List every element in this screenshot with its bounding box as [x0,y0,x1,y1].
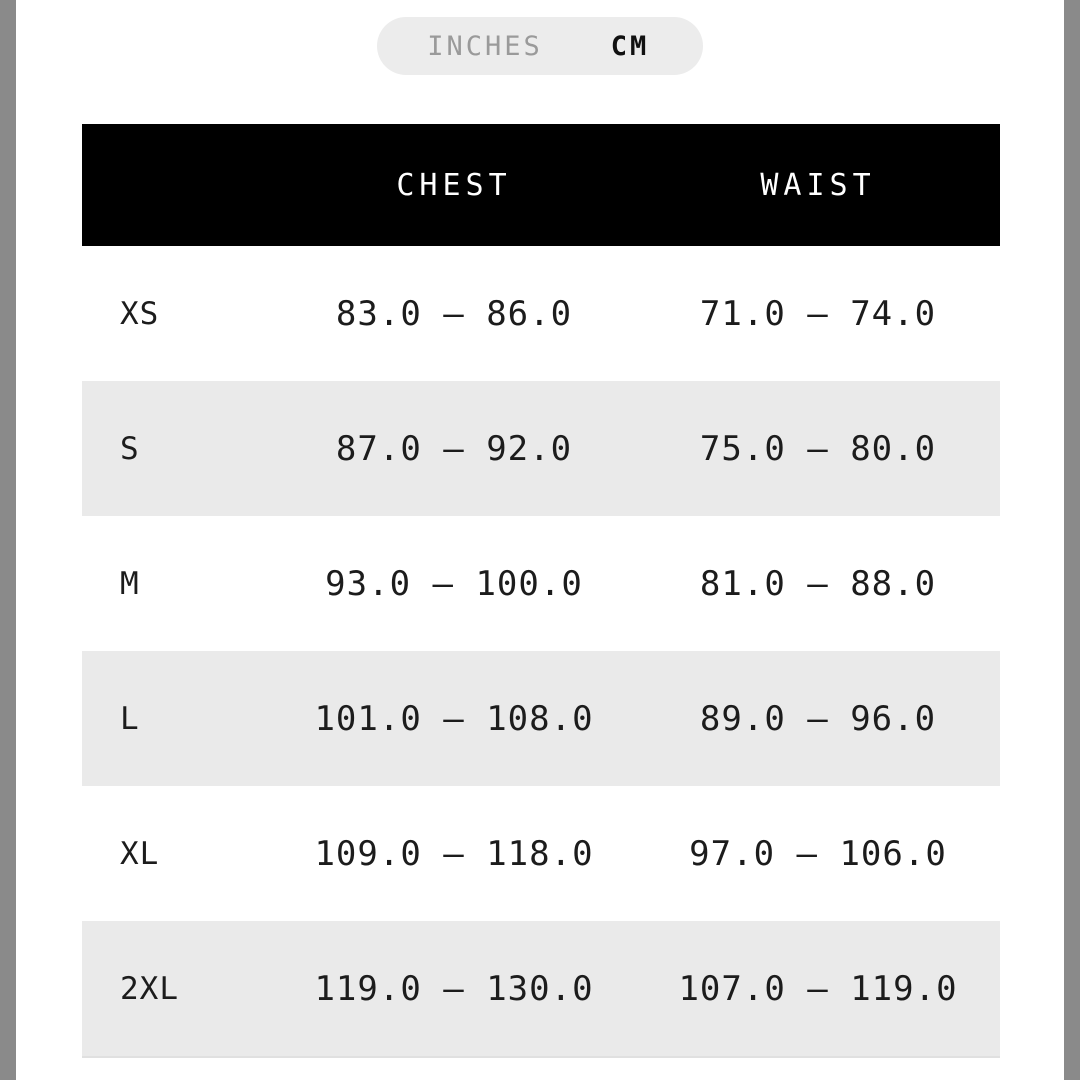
table-header-waist: WAIST [760,167,876,203]
cell-chest: 109.0 – 118.0 [314,833,594,874]
table-header-chest: CHEST [396,167,512,203]
table-row [82,246,1000,381]
cell-waist: 81.0 – 88.0 [699,563,937,604]
cell-chest: 119.0 – 130.0 [314,968,594,1009]
table-row [82,786,1000,921]
unit-toggle[interactable] [377,17,703,75]
cell-waist: 89.0 – 96.0 [699,698,937,739]
cell-size: XS [120,295,160,332]
cell-chest: 87.0 – 92.0 [335,428,573,469]
table-header-row [82,124,1000,246]
size-table [82,124,1000,1058]
cell-chest: 93.0 – 100.0 [325,563,583,604]
cell-size: 2XL [120,970,179,1007]
cell-waist: 71.0 – 74.0 [699,293,937,334]
cell-waist: 75.0 – 80.0 [699,428,937,469]
cell-waist: 97.0 – 106.0 [689,833,947,874]
table-row [82,516,1000,651]
table-row [82,651,1000,786]
table-row [82,381,1000,516]
page-right-edge [1064,0,1080,1080]
cell-chest: 83.0 – 86.0 [335,293,573,334]
table-row [82,921,1000,1058]
cell-waist: 107.0 – 119.0 [678,968,958,1009]
cell-chest: 101.0 – 108.0 [314,698,594,739]
cell-size: XL [120,835,160,872]
size-chart-panel [16,0,1064,1080]
page-left-edge [0,0,16,1080]
cell-size: L [120,700,140,737]
cell-size: M [120,565,140,602]
cell-size: S [120,430,140,467]
unit-option-inches[interactable]: INCHES [427,30,543,62]
unit-option-cm[interactable]: CM [610,30,650,62]
